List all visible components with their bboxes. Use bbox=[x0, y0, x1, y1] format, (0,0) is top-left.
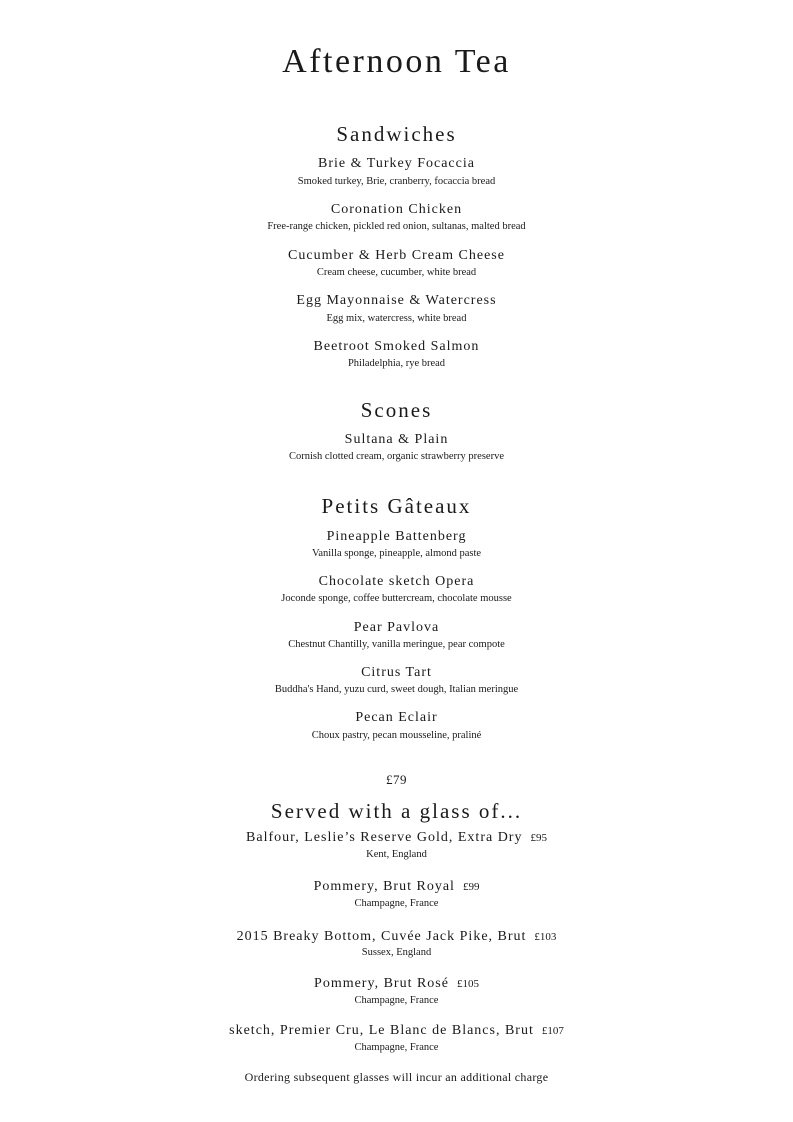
wine-name: sketch, Premier Cru, Le Blanc de Blancs, Brut bbox=[229, 1023, 534, 1038]
section-heading-sandwiches: Sandwiches bbox=[336, 122, 457, 146]
wine-origin: Champagne, France bbox=[354, 1042, 439, 1053]
menu-item-description: Philadelphia, rye bread bbox=[347, 358, 446, 369]
wine-origin: Kent, England bbox=[366, 849, 427, 860]
menu-item-description: Cornish clotted cream, organic strawberry preserve bbox=[289, 451, 504, 462]
menu-item-description: Joconde sponge, coffee buttercream, chocolate mousse bbox=[281, 593, 512, 604]
page-title: Afternoon Tea bbox=[282, 43, 511, 80]
wine-row bbox=[0, 878, 793, 896]
footnote: Ordering subsequent glasses will incur an additional charge bbox=[244, 1070, 549, 1084]
menu-item-description: Egg mix, watercress, white bread bbox=[326, 313, 467, 324]
wine-origin: Champagne, France bbox=[354, 898, 439, 909]
menu-item-name: Pineapple Battenberg bbox=[326, 529, 467, 544]
wine-origin: Sussex, England bbox=[361, 947, 432, 958]
wine-price: £99 bbox=[462, 881, 480, 893]
menu-item-description: Vanilla sponge, pineapple, almond paste bbox=[311, 548, 482, 559]
section-heading-scones: Scones bbox=[360, 398, 433, 422]
menu-item-description: Cream cheese, cucumber, white bread bbox=[316, 267, 477, 278]
afternoon-tea-price: £79 bbox=[386, 772, 407, 787]
wine-price: £103 bbox=[534, 931, 557, 943]
wine-price: £105 bbox=[456, 978, 479, 990]
section-heading-petits-gateaux: Petits Gâteaux bbox=[321, 494, 472, 518]
menu-item-description: Free-range chicken, pickled red onion, sultanas, malted bread bbox=[267, 221, 526, 232]
wine-row bbox=[0, 829, 793, 847]
menu-item-name: Pear Pavlova bbox=[353, 620, 440, 635]
menu-item-name: Cucumber & Herb Cream Cheese bbox=[288, 248, 505, 263]
menu-item-name: Coronation Chicken bbox=[330, 202, 463, 217]
menu-item-description: Chestnut Chantilly, vanilla meringue, pear compote bbox=[288, 639, 505, 650]
wine-origin: Champagne, France bbox=[354, 995, 439, 1006]
menu-item-description: Buddha's Hand, yuzu curd, sweet dough, Italian meringue bbox=[274, 684, 519, 695]
wine-name: Balfour, Leslie’s Reserve Gold, Extra Dry bbox=[246, 830, 523, 845]
menu-item-name: Egg Mayonnaise & Watercress bbox=[296, 293, 497, 308]
menu-item-name: Brie & Turkey Focaccia bbox=[318, 156, 475, 171]
wine-price: £107 bbox=[541, 1025, 564, 1037]
wine-name: 2015 Breaky Bottom, Cuvée Jack Pike, Brut bbox=[236, 929, 527, 944]
menu-item-name: Pecan Eclair bbox=[355, 710, 438, 725]
menu-item-name: Beetroot Smoked Salmon bbox=[313, 339, 480, 354]
wine-row bbox=[0, 975, 793, 993]
menu-item-name: Citrus Tart bbox=[361, 665, 432, 680]
menu-item-description: Smoked turkey, Brie, cranberry, focaccia bread bbox=[297, 176, 496, 187]
wine-price: £95 bbox=[530, 832, 547, 844]
menu-item-description: Choux pastry, pecan mousseline, praliné bbox=[311, 730, 482, 741]
menu-item-name: Chocolate sketch Opera bbox=[318, 574, 475, 589]
wine-name: Pommery, Brut Royal bbox=[313, 879, 455, 894]
wine-row bbox=[0, 928, 793, 946]
menu-item-name: Sultana & Plain bbox=[344, 432, 449, 447]
section-heading-wines: Served with a glass of... bbox=[270, 799, 523, 823]
wine-row bbox=[0, 1022, 793, 1040]
wine-name: Pommery, Brut Rosé bbox=[314, 976, 449, 991]
